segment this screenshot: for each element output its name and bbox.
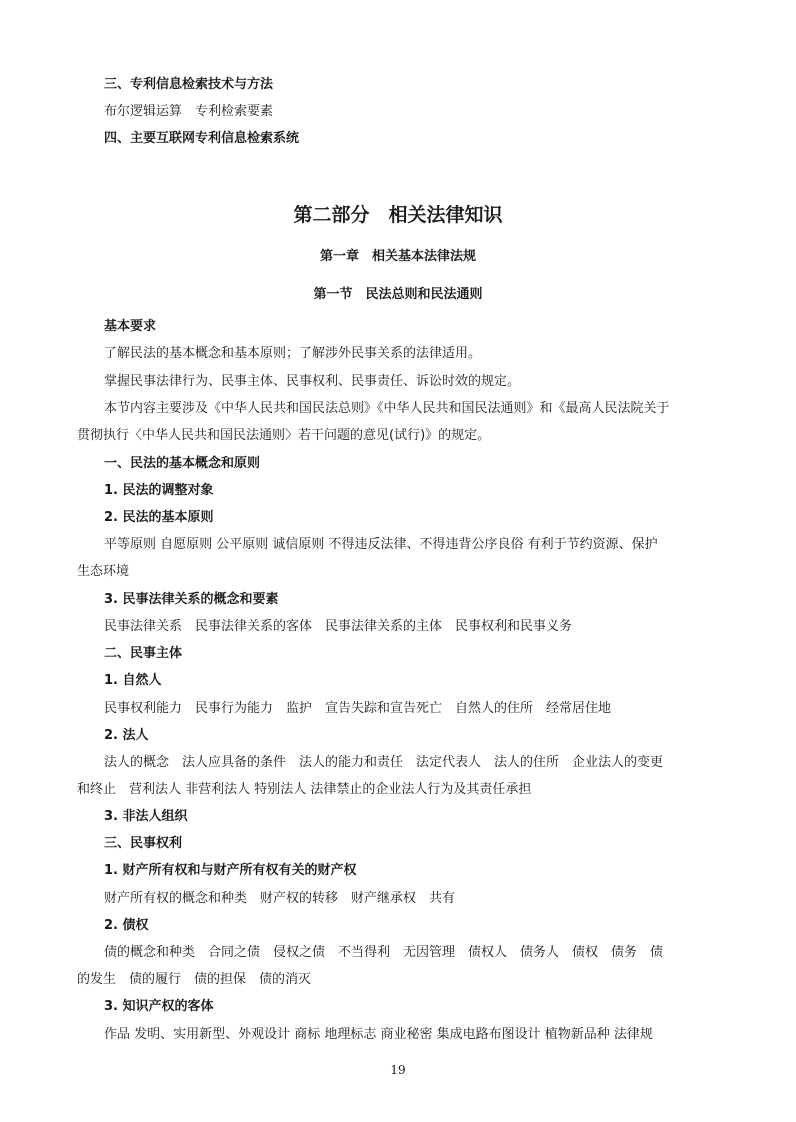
body-text: 财产所有权的概念和种类 财产权的转移 财产继承权 共有 xyxy=(104,891,456,906)
body-text: 的发生 债的履行 债的担保 债的消灭 xyxy=(77,972,312,987)
heading-basic-requirements: 基本要求 xyxy=(104,319,157,334)
subheading: 3. 知识产权的客体 xyxy=(104,999,214,1014)
subheading: 3. 民事法律关系的概念和要素 xyxy=(104,592,279,607)
subheading: 2. 债权 xyxy=(104,918,149,933)
heading-civil-law-concepts: 一、民法的基本概念和原则 xyxy=(104,456,261,471)
subheading: 2. 民法的基本原则 xyxy=(104,510,214,525)
subheading: 1. 自然人 xyxy=(104,673,162,688)
body-text: 和终止 营利法人 非营利法人 特别法人 法律禁止的企业法人行为及其责任承担 xyxy=(77,782,532,797)
body-text: 生态环境 xyxy=(77,564,130,579)
chapter-title: 第一章 相关基本法律法规 xyxy=(319,249,476,264)
section-title: 第一节 民法总则和民法通则 xyxy=(313,287,483,302)
body-text: 作品 发明、实用新型、外观设计 商标 地理标志 商业秘密 集成电路布图设计 植物新品种 法律规 xyxy=(104,1027,653,1042)
heading-civil-subjects: 二、民事主体 xyxy=(104,646,183,661)
body-text: 债的概念和种类 合同之债 侵权之债 不当得利 无因管理 债权人 债务人 债权 债务 债 xyxy=(104,945,664,960)
body-text: 布尔逻辑运算 专利检索要素 xyxy=(104,104,274,119)
body-text: 平等原则 自愿原则 公平原则 诚信原则 不得违反法律、不得违背公序良俗 有利于节约资源、保护 xyxy=(104,537,658,552)
body-text: 本节内容主要涉及《中华人民共和国民法总则》《中华人民共和国民法通则》和《最高人民法院关于 xyxy=(104,401,670,416)
body-text: 法人的概念 法人应具备的条件 法人的能力和责任 法定代表人 法人的住所 企业法人的变更 xyxy=(104,755,664,770)
body-text: 掌握民事法律行为、民事主体、民事权利、民事责任、诉讼时效的规定。 xyxy=(104,374,521,389)
body-text: 民事法律关系 民事法律关系的客体 民事法律关系的主体 民事权利和民事义务 xyxy=(104,619,573,634)
subheading: 1. 财产所有权和与财产所有权有关的财产权 xyxy=(104,863,357,878)
subheading: 3. 非法人组织 xyxy=(104,809,188,824)
body-text: 了解民法的基本概念和基本原则；了解涉外民事关系的法律适用。 xyxy=(104,346,482,361)
page-number: 19 xyxy=(390,1063,406,1077)
subheading: 2. 法人 xyxy=(104,728,149,743)
heading-civil-rights: 三、民事权利 xyxy=(104,836,183,851)
body-text: 贯彻执行〈中华人民共和国民法通则〉若干问题的意见(试行)》的规定。 xyxy=(77,428,491,443)
body-text: 民事权利能力 民事行为能力 监护 宣告失踪和宣告死亡 自然人的住所 经常居住地 xyxy=(104,701,612,716)
heading-internet-patent-systems: 四、主要互联网专利信息检索系统 xyxy=(104,131,300,146)
heading-patent-search-techniques: 三、专利信息检索技术与方法 xyxy=(104,77,274,92)
subheading: 1. 民法的调整对象 xyxy=(104,483,214,498)
part-title: 第二部分 相关法律知识 xyxy=(293,204,503,226)
